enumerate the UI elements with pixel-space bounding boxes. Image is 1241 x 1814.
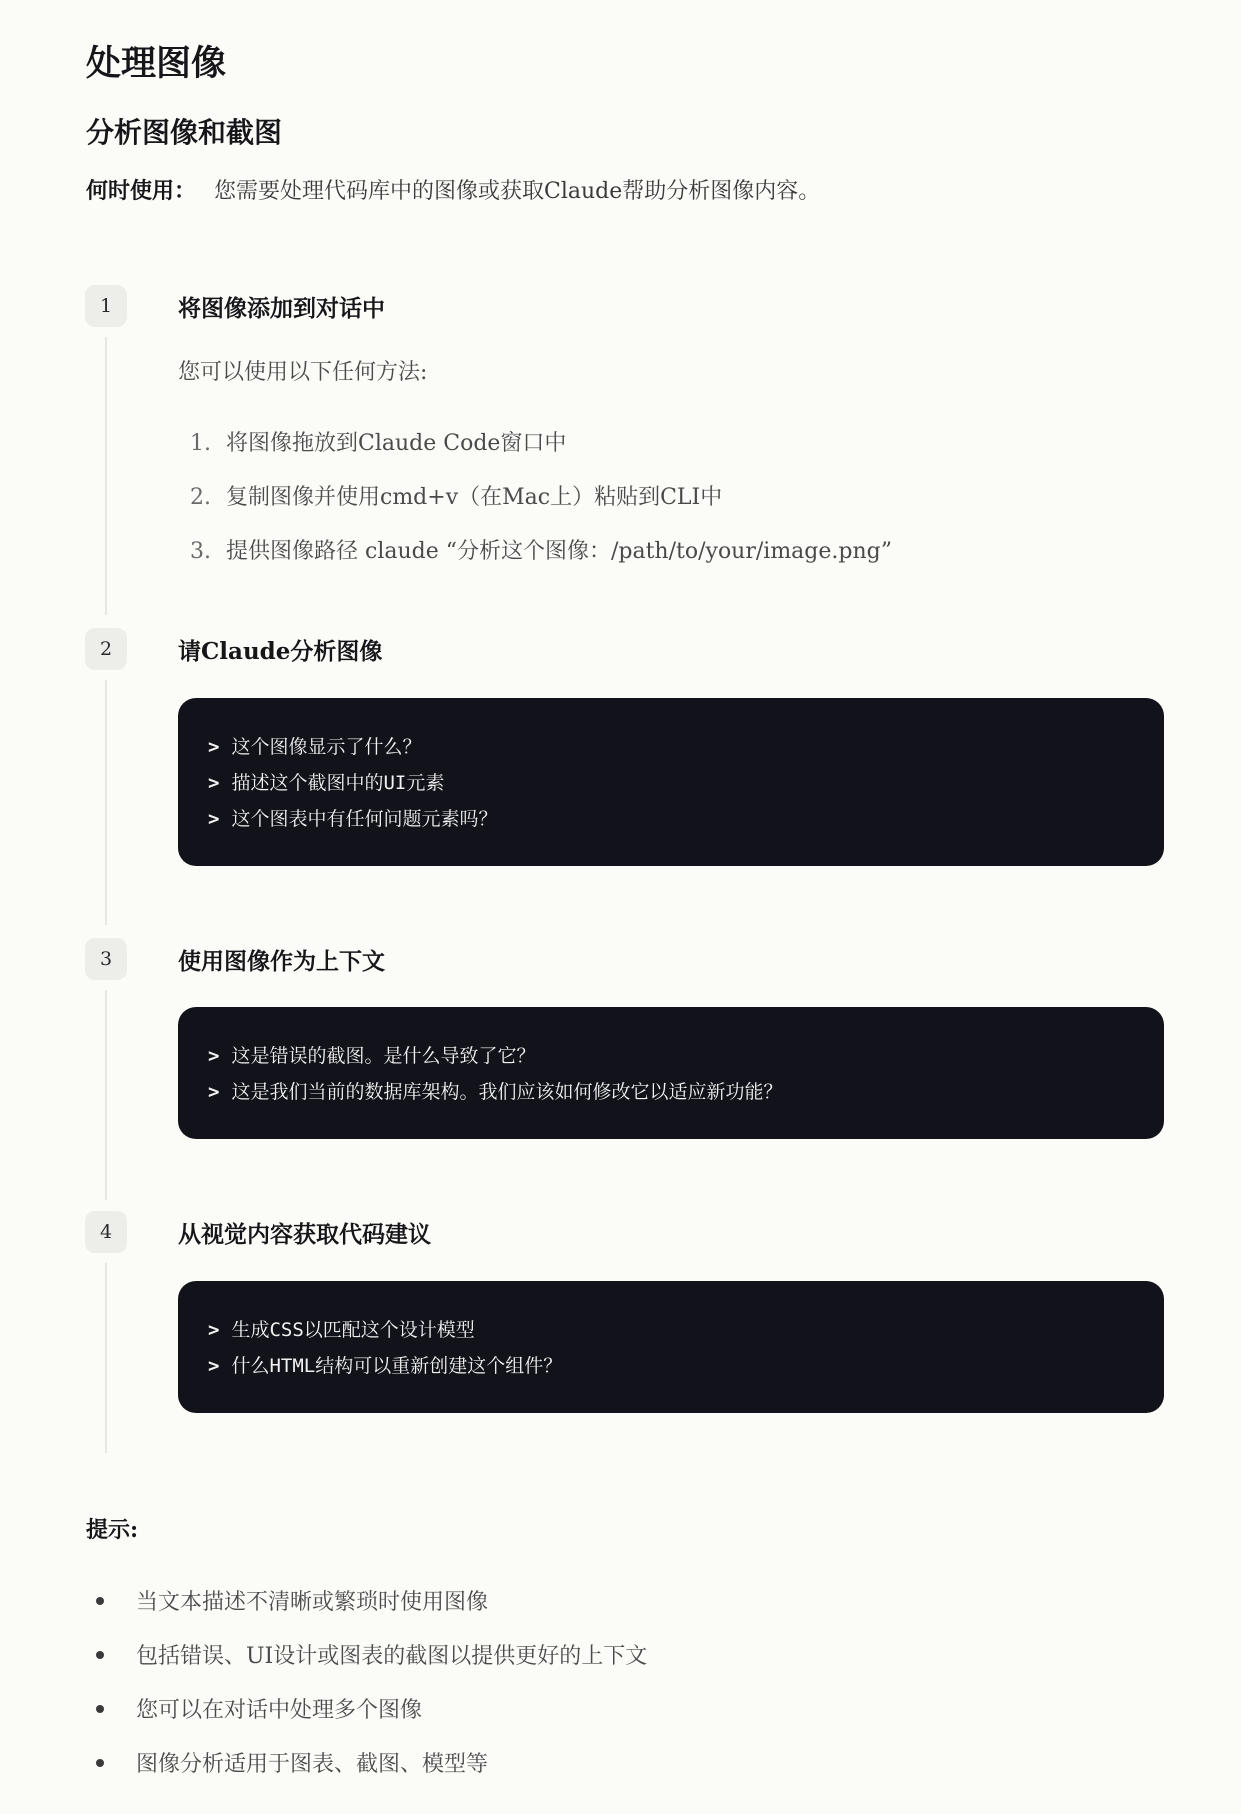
prompt-symbol: > xyxy=(208,1045,220,1067)
step-connector-line xyxy=(105,1263,107,1453)
tips-title: 提示: xyxy=(86,1517,139,1543)
step-number-badge: 2 xyxy=(85,628,127,670)
code-line xyxy=(208,1077,782,1104)
code-text: 这个图像显示了什么？ xyxy=(231,736,422,758)
code-text: 什么HTML结构可以重新创建这个组件？ xyxy=(231,1355,563,1377)
list-item-number: 1. xyxy=(190,431,211,456)
list-item xyxy=(96,1639,647,1670)
code-block xyxy=(178,1007,1164,1139)
list-item-text: 将图像拖放到Claude Code窗口中 xyxy=(226,431,567,456)
step-title: 使用图像作为上下文 xyxy=(178,948,385,975)
bullet-icon xyxy=(96,1759,104,1767)
tip-text: 您可以在对话中处理多个图像 xyxy=(136,1698,423,1723)
prompt-symbol: > xyxy=(208,772,220,794)
list-item xyxy=(190,426,566,457)
list-item xyxy=(190,534,892,565)
prompt-symbol: > xyxy=(208,808,220,830)
code-text: 这是错误的截图。是什么导致了它？ xyxy=(231,1045,536,1067)
tip-text: 包括错误、UI设计或图表的截图以提供更好的上下文 xyxy=(136,1644,648,1669)
step-number-badge: 1 xyxy=(85,285,127,327)
step-title: 将图像添加到对话中 xyxy=(178,295,385,322)
page-subtitle: 分析图像和截图 xyxy=(86,116,283,149)
page-title: 处理图像 xyxy=(86,44,227,84)
prompt-symbol: > xyxy=(208,1319,220,1341)
when-to-use xyxy=(86,174,820,205)
step-intro: 您可以使用以下任何方法: xyxy=(178,360,428,385)
when-to-use-text: 您需要处理代码库中的图像或获取Claude帮助分析图像内容。 xyxy=(214,179,821,204)
step-connector-line xyxy=(105,337,107,615)
code-line xyxy=(208,732,421,759)
code-text: 生成CSS以匹配这个设计模型 xyxy=(231,1319,475,1341)
list-item-text: 提供图像路径 claude “分析这个图像：/path/to/your/image.png” xyxy=(226,539,892,564)
code-line xyxy=(208,1315,475,1342)
list-item xyxy=(96,1585,488,1616)
step-number-badge: 4 xyxy=(85,1211,127,1253)
list-item xyxy=(96,1693,422,1724)
step-title: 请Claude分析图像 xyxy=(178,638,383,665)
code-line xyxy=(208,1351,562,1378)
prompt-symbol: > xyxy=(208,736,220,758)
bullet-icon xyxy=(96,1597,104,1605)
bullet-icon xyxy=(96,1705,104,1713)
step-number-badge: 3 xyxy=(85,938,127,980)
list-item-number: 2. xyxy=(190,485,211,510)
list-item xyxy=(190,480,722,511)
code-text: 这个图表中有任何问题元素吗？ xyxy=(231,808,498,830)
when-to-use-label: 何时使用： xyxy=(86,178,197,204)
code-block xyxy=(178,698,1164,866)
code-line xyxy=(208,1041,535,1068)
list-item xyxy=(96,1747,488,1778)
list-item-text: 复制图像并使用cmd+v（在Mac上）粘贴到CLI中 xyxy=(226,485,723,510)
step-connector-line xyxy=(105,990,107,1200)
prompt-symbol: > xyxy=(208,1081,220,1103)
tip-text: 当文本描述不清晰或繁琐时使用图像 xyxy=(136,1590,489,1615)
step-connector-line xyxy=(105,680,107,925)
prompt-symbol: > xyxy=(208,1355,220,1377)
code-line xyxy=(208,804,497,831)
code-line xyxy=(208,768,444,795)
step-title: 从视觉内容获取代码建议 xyxy=(178,1221,431,1248)
bullet-icon xyxy=(96,1651,104,1659)
code-text: 描述这个截图中的UI元素 xyxy=(231,772,445,794)
tip-text: 图像分析适用于图表、截图、模型等 xyxy=(136,1752,489,1777)
list-item-number: 3. xyxy=(190,539,211,564)
code-text: 这是我们当前的数据库架构。我们应该如何修改它以适应新功能？ xyxy=(231,1081,783,1103)
code-block xyxy=(178,1281,1164,1413)
